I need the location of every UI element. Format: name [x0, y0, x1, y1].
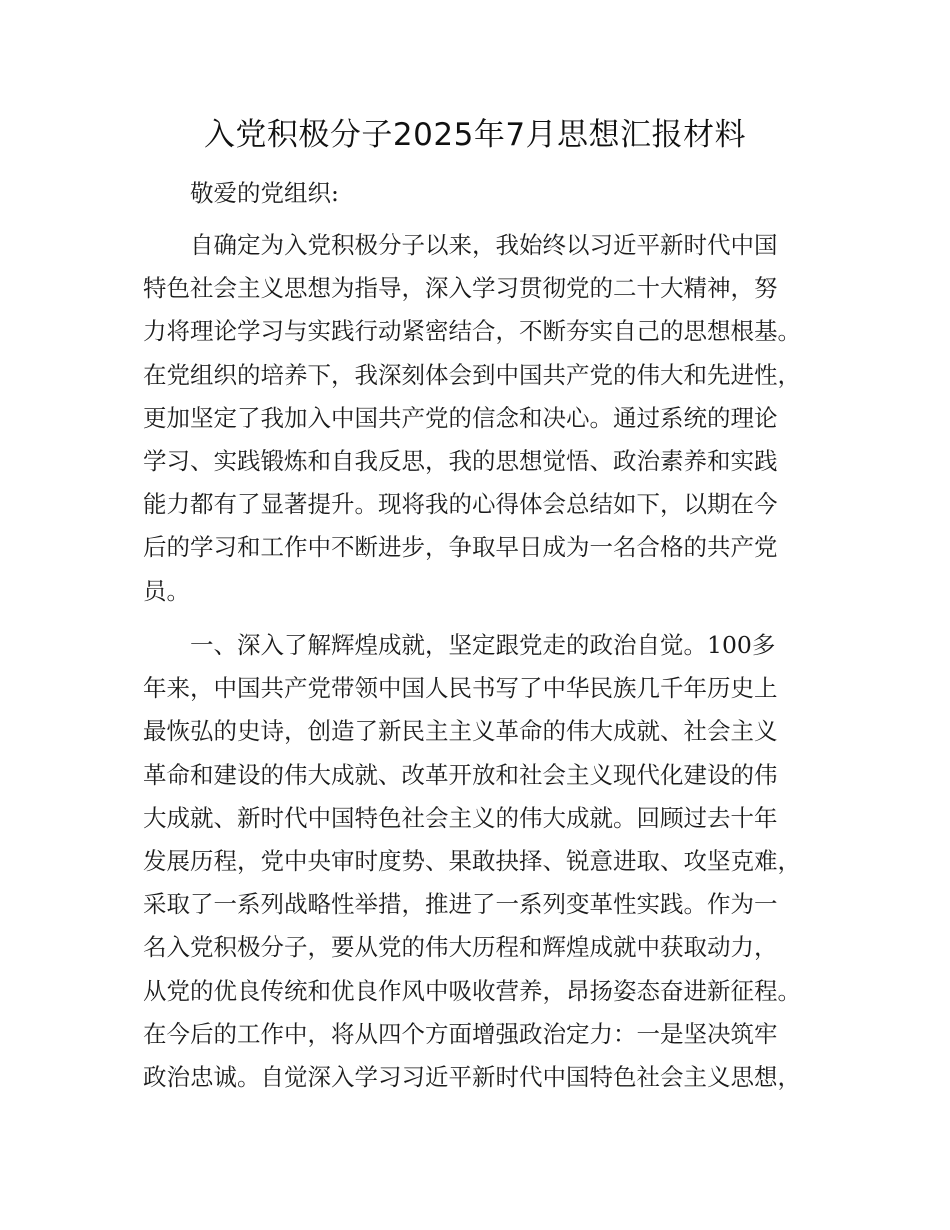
paragraph-section-one: [143, 624, 811, 1099]
text-line: 革命和建设的伟大成就、改革开放和社会主义现代化建设的伟: [143, 760, 778, 789]
text-line: 在党组织的培养下，我深刻体会到中国共产党的伟大和先进性，: [143, 360, 801, 389]
text-line: 员。: [143, 576, 190, 605]
text-line: 名入党积极分子，要从党的伟大历程和辉煌成就中获取动力，: [143, 933, 778, 962]
salutation: 敬爱的党组织:: [190, 179, 339, 207]
paragraph-intro: [143, 224, 811, 613]
text-line: 自确定为入党积极分子以来，我始终以习近平新时代中国: [190, 231, 778, 259]
text-line: 力将理论学习与实践行动紧密结合，不断夯实自己的思想根基。: [143, 317, 801, 346]
text-line: 一、深入了解辉煌成就，坚定跟党走的政治自觉。100多: [190, 631, 776, 659]
document-title: 入党积极分子2025年7月思想汇报材料: [203, 117, 747, 153]
text-line: 采取了一系列战略性举措，推进了一系列变革性实践。作为一: [143, 890, 778, 919]
text-line: 发展历程，党中央审时度势、果敢抉择、锐意进取、攻坚克难，: [143, 846, 801, 875]
text-line: 学习、实践锻炼和自我反思，我的思想觉悟、政治素养和实践: [143, 446, 778, 475]
text-line: 在今后的工作中，将从四个方面增强政治定力：一是坚决筑牢: [143, 1019, 778, 1048]
text-line: 特色社会主义思想为指导，深入学习贯彻党的二十大精神，努: [143, 274, 778, 303]
text-line: 更加坚定了我加入中国共产党的信念和决心。通过系统的理论: [143, 403, 778, 432]
text-line: 能力都有了显著提升。现将我的心得体会总结如下，以期在今: [143, 490, 778, 519]
text-line: 最恢弘的史诗，创造了新民主主义革命的伟大成就、社会主义: [143, 717, 778, 746]
text-line: 从党的优良传统和优良作风中吸收营养，昂扬姿态奋进新征程。: [143, 976, 801, 1005]
text-line: 大成就、新时代中国特色社会主义的伟大成就。回顾过去十年: [143, 803, 778, 832]
text-line: 后的学习和工作中不断进步，争取早日成为一名合格的共产党: [143, 533, 778, 562]
text-line: 政治忠诚。自觉深入学习习近平新时代中国特色社会主义思想，: [143, 1062, 801, 1091]
text-line: 年来，中国共产党带领中国人民书写了中华民族几千年历史上: [143, 674, 778, 703]
